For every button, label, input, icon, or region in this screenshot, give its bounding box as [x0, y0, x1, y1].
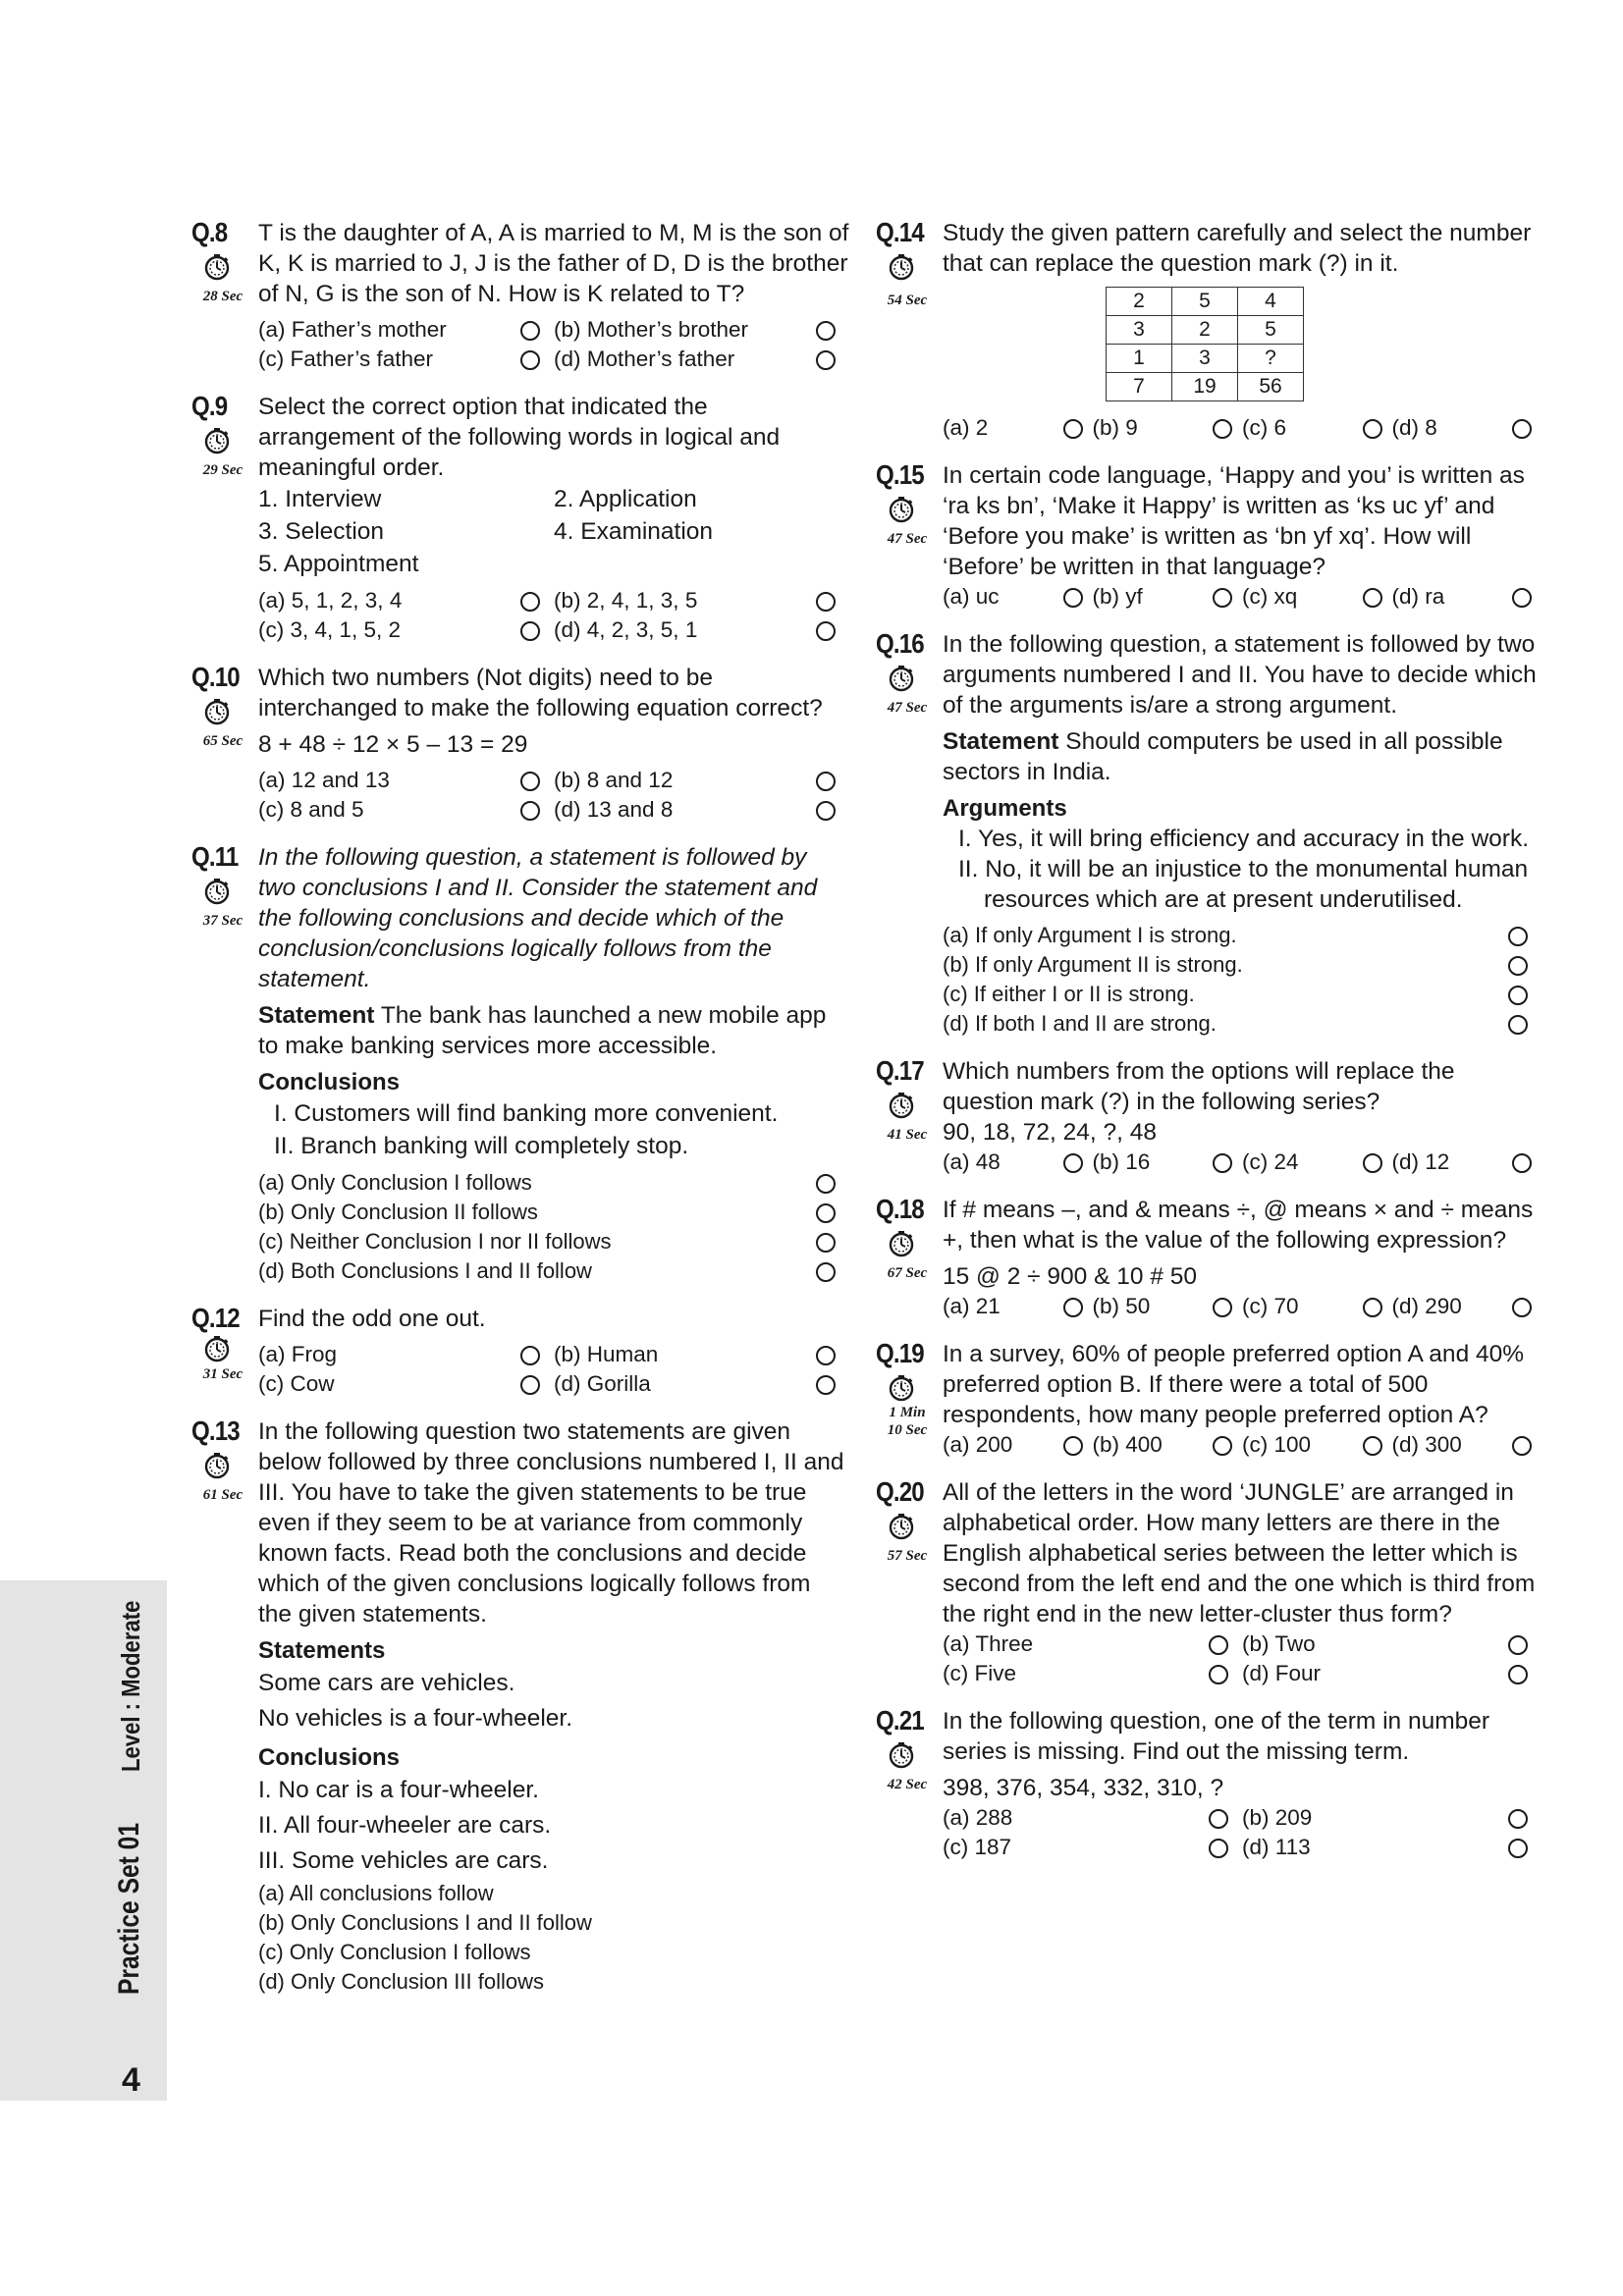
- option-a: (a) 2: [943, 415, 989, 440]
- option-a: (a) 5, 1, 2, 3, 4: [258, 588, 403, 613]
- answer-bubble-b[interactable]: [1213, 419, 1232, 439]
- answer-bubble-c[interactable]: [1363, 1153, 1382, 1173]
- right-column: [876, 218, 1542, 1880]
- conclusions-label: Conclusions: [258, 1069, 401, 1095]
- option-a: (a) uc: [943, 584, 1000, 609]
- answer-bubble-b[interactable]: [1213, 1436, 1232, 1456]
- options: [943, 1292, 1542, 1321]
- question-16: [876, 629, 1542, 1039]
- option-c: (c) 100: [1242, 1432, 1312, 1457]
- options: [943, 1148, 1542, 1177]
- time-label: 42 Sec: [887, 1777, 928, 1792]
- option-c: (c) 3, 4, 1, 5, 2: [258, 617, 402, 642]
- expression: 15 @ 2 ÷ 900 & 10 # 50: [943, 1263, 1197, 1290]
- option-a: (a) 21: [943, 1294, 1001, 1318]
- table-cell: 5: [1238, 316, 1304, 345]
- table-cell: 1: [1107, 345, 1172, 373]
- answer-bubble-c[interactable]: [520, 621, 540, 641]
- answer-bubble-a[interactable]: [1063, 419, 1083, 439]
- answer-bubble-a[interactable]: [1063, 588, 1083, 608]
- option-d: (d) Both Conclusions I and II follow: [258, 1258, 592, 1283]
- statement: [258, 1000, 849, 1061]
- question-text: If # means –, and & means ÷, @ means × and ÷ means +, then what is the value of the following expression?: [943, 1197, 1534, 1254]
- question-text: In the following question, a statement is followed by two conclusions I and II. Consider the statement and the following conclusions and decide which of the conclusion/conclusions logically follows from the statement.: [258, 844, 818, 992]
- option-a: (a) 48: [943, 1149, 1001, 1174]
- option-b: (b) Only Conclusions I and II follow: [258, 1910, 592, 1935]
- answer-bubble-b[interactable]: [816, 1346, 836, 1365]
- option-c: (c) 70: [1242, 1294, 1299, 1318]
- table-cell: 2: [1172, 316, 1238, 345]
- question-number: Q.19: [876, 1338, 924, 1368]
- time-label: 65 Sec: [202, 733, 243, 749]
- question-13: [191, 1416, 849, 1997]
- list-item: 4. Examination: [554, 518, 714, 545]
- answer-bubble-d[interactable]: [1508, 1015, 1528, 1035]
- page-number: 4: [122, 2061, 140, 2099]
- conclusions-list: [258, 1097, 849, 1162]
- option-c: (c) Cow: [258, 1371, 335, 1396]
- option-c: (c) If either I or II is strong.: [943, 982, 1195, 1006]
- option-b: (b) 50: [1092, 1294, 1151, 1318]
- list-item: III. Some vehicles are cars.: [258, 1847, 549, 1874]
- table-cell: 3: [1107, 316, 1172, 345]
- word-list: [258, 483, 849, 580]
- list-item: No vehicles is a four-wheeler.: [258, 1705, 573, 1732]
- stopwatch-icon: [203, 1335, 231, 1362]
- statement-label: Statement: [943, 728, 1059, 755]
- answer-bubble-d[interactable]: [1508, 1839, 1528, 1858]
- list-item: 5. Appointment: [258, 551, 419, 577]
- table-cell: 56: [1238, 373, 1304, 401]
- table-row: [1107, 345, 1304, 373]
- options: [258, 1879, 849, 1997]
- option-a: (a) Father’s mother: [258, 317, 447, 342]
- list-item: II. No, it will be an injustice to the monumental human resources which are at present underutilised.: [958, 856, 1529, 913]
- question-text: In certain code language, ‘Happy and you’ is written as ‘ra ks bn’, ‘Make it Happy’ is written as ‘ks uc yf’ and ‘Before you make’ is written as ‘bn yf xq’. How will ‘Before’ be written in that language?: [943, 462, 1525, 580]
- question-text: In the following question, a statement is followed by two arguments numbered I and II. You have to decide which of the arguments is/are a strong argument.: [943, 631, 1537, 719]
- answer-bubble-b[interactable]: [1213, 1298, 1232, 1317]
- question-text: Find the odd one out.: [258, 1306, 486, 1332]
- arguments-label: Arguments: [943, 795, 1067, 822]
- option-b: (b) Mother’s brother: [554, 317, 748, 342]
- practice-set-label: Practice Set 01: [113, 1822, 145, 1995]
- question-number: Q.11: [191, 841, 239, 872]
- number-series: 90, 18, 72, 24, ?, 48: [943, 1119, 1157, 1146]
- option-d: (d) 13 and 8: [554, 797, 674, 822]
- level-label: Level : Moderate: [116, 1600, 145, 1772]
- list-item: I. No car is a four-wheeler.: [258, 1777, 539, 1803]
- option-d: (d) If both I and II are strong.: [943, 1011, 1217, 1036]
- option-b: (b) Human: [554, 1342, 659, 1366]
- answer-bubble-b[interactable]: [816, 772, 836, 791]
- answer-bubble-d[interactable]: [1512, 588, 1532, 608]
- question-number: Q.9: [191, 391, 228, 421]
- option-c: (c) 24: [1242, 1149, 1299, 1174]
- number-series: 398, 376, 354, 332, 310, ?: [943, 1775, 1224, 1801]
- question-19: [876, 1339, 1542, 1460]
- question-11: [191, 842, 849, 1286]
- options: [258, 1340, 849, 1399]
- answer-bubble-c[interactable]: [1363, 419, 1382, 439]
- options: [943, 1803, 1542, 1862]
- time-label: 54 Sec: [887, 293, 928, 308]
- time-label: [876, 1404, 939, 1439]
- option-d: (d) Mother’s father: [554, 347, 735, 371]
- options: [258, 1168, 849, 1286]
- time-label: 37 Sec: [202, 913, 243, 929]
- answer-bubble-d[interactable]: [1512, 1436, 1532, 1456]
- answer-bubble-b[interactable]: [1213, 588, 1232, 608]
- answer-bubble-c[interactable]: [1508, 986, 1528, 1005]
- option-a: (a) Three: [943, 1631, 1034, 1656]
- question-text: Study the given pattern carefully and select the number that can replace the question mark (?) in it.: [943, 220, 1532, 277]
- number-pattern-table: [1106, 287, 1304, 401]
- answer-bubble-a[interactable]: [520, 592, 540, 612]
- option-d: (d) 12: [1391, 1149, 1450, 1174]
- options: [943, 921, 1542, 1039]
- options: [943, 413, 1542, 443]
- answer-bubble-b[interactable]: [1213, 1153, 1232, 1173]
- arguments-list: [943, 824, 1542, 915]
- option-b: (b) 400: [1092, 1432, 1163, 1457]
- answer-bubble-b[interactable]: [1508, 1635, 1528, 1655]
- option-a: (a) 12 and 13: [258, 768, 390, 792]
- answer-bubble-c[interactable]: [1363, 588, 1382, 608]
- option-b: (b) 2, 4, 1, 3, 5: [554, 588, 698, 613]
- option-d: (d) Only Conclusion III follows: [258, 1969, 544, 1994]
- stopwatch-icon: [888, 665, 915, 692]
- question-text: In a survey, 60% of people preferred option A and 40% preferred option B. If there were a total of 500 respondents, how many people preferred option A?: [943, 1341, 1525, 1428]
- options: [258, 766, 849, 825]
- statement: [943, 726, 1542, 787]
- option-b: (b) If only Argument II is strong.: [943, 952, 1243, 977]
- table-cell: 7: [1107, 373, 1172, 401]
- time-label: 31 Sec: [202, 1366, 243, 1382]
- question-text: Which two numbers (Not digits) need to be interchanged to make the following equation correct?: [258, 665, 823, 721]
- list-item: I. Customers will find banking more convenient.: [274, 1100, 779, 1127]
- answer-bubble-d[interactable]: [816, 801, 836, 821]
- stopwatch-icon: [888, 496, 915, 523]
- option-c: (c) 187: [943, 1835, 1012, 1859]
- option-b: (b) yf: [1092, 584, 1143, 609]
- option-a: (a) Only Conclusion I follows: [258, 1170, 532, 1195]
- time-label: 41 Sec: [887, 1127, 928, 1143]
- answer-bubble-a[interactable]: [1508, 927, 1528, 946]
- list-item: 3. Selection: [258, 518, 385, 545]
- answer-bubble-c[interactable]: [1209, 1839, 1228, 1858]
- question-number: Q.15: [876, 459, 924, 490]
- list-item: 2. Application: [554, 486, 697, 512]
- options: [258, 315, 849, 374]
- answer-bubble-d[interactable]: [1512, 1298, 1532, 1317]
- stopwatch-icon: [203, 878, 231, 905]
- option-a: (a) 288: [943, 1805, 1013, 1830]
- table-cell: 2: [1107, 288, 1172, 316]
- option-d: (d) ra: [1391, 584, 1445, 609]
- option-c: (c) Only Conclusion I follows: [258, 1940, 531, 1964]
- statements-list: [258, 1666, 849, 1736]
- option-b: (b) 8 and 12: [554, 768, 674, 792]
- answer-bubble-a[interactable]: [520, 772, 540, 791]
- answer-bubble-a[interactable]: [816, 1174, 836, 1194]
- option-a: (a) Frog: [258, 1342, 338, 1366]
- stopwatch-icon: [888, 1374, 915, 1402]
- option-d: (d) 4, 2, 3, 5, 1: [554, 617, 698, 642]
- conclusions-label: Conclusions: [258, 1744, 401, 1771]
- option-b: (b) 16: [1092, 1149, 1151, 1174]
- answer-bubble-d[interactable]: [1512, 1153, 1532, 1173]
- question-text: In the following question, one of the term in number series is missing. Find out the missing term.: [943, 1708, 1490, 1765]
- table-row: [1107, 316, 1304, 345]
- answer-bubble-c[interactable]: [816, 1233, 836, 1253]
- list-item: II. All four-wheeler are cars.: [258, 1812, 552, 1839]
- options: [258, 586, 849, 645]
- question-number: Q.17: [876, 1055, 924, 1086]
- question-text: Which numbers from the options will replace the question mark (?) in the following series?: [943, 1058, 1455, 1115]
- time-label: 47 Sec: [887, 700, 928, 716]
- time-label: 28 Sec: [202, 289, 243, 304]
- conclusions-list: [258, 1773, 849, 1879]
- table-cell: 3: [1172, 345, 1238, 373]
- option-a: (a) If only Argument I is strong.: [943, 923, 1237, 947]
- question-number: Q.10: [191, 662, 240, 692]
- answer-bubble-d[interactable]: [816, 350, 836, 370]
- option-b: (b) Two: [1242, 1631, 1316, 1656]
- stopwatch-icon: [888, 253, 915, 281]
- stopwatch-icon: [888, 1230, 915, 1257]
- question-17: [876, 1056, 1542, 1177]
- time-label: 57 Sec: [887, 1548, 928, 1564]
- table-cell: 5: [1172, 288, 1238, 316]
- table-cell: 19: [1172, 373, 1238, 401]
- question-text: Select the correct option that indicated the arrangement of the following words in logical and meaningful order.: [258, 394, 781, 481]
- answer-bubble-a[interactable]: [1063, 1298, 1083, 1317]
- table-row: [1107, 288, 1304, 316]
- question-10: [191, 663, 849, 825]
- time-label: 29 Sec: [202, 462, 243, 478]
- question-number: Q.16: [876, 628, 924, 659]
- question-number: Q.18: [876, 1194, 924, 1224]
- left-column: [191, 218, 849, 2014]
- stopwatch-icon: [203, 698, 231, 725]
- answer-bubble-a[interactable]: [520, 1346, 540, 1365]
- answer-bubble-c[interactable]: [1363, 1298, 1382, 1317]
- answer-bubble-b[interactable]: [1508, 1809, 1528, 1829]
- option-d: (d) 290: [1391, 1294, 1462, 1318]
- option-c: (c) 8 and 5: [258, 797, 364, 822]
- statement-text: The bank has launched a new mobile app to make banking services more accessible.: [258, 1002, 827, 1059]
- option-c: (c) 6: [1242, 415, 1286, 440]
- list-item: 1. Interview: [258, 486, 382, 512]
- answer-bubble-d[interactable]: [816, 1375, 836, 1395]
- option-a: (a) 200: [943, 1432, 1013, 1457]
- answer-bubble-d[interactable]: [1508, 1665, 1528, 1684]
- option-c: (c) Father’s father: [258, 347, 433, 371]
- answer-bubble-a[interactable]: [1209, 1809, 1228, 1829]
- list-item: I. Yes, it will bring efficiency and accuracy in the work.: [958, 826, 1530, 852]
- answer-bubble-d[interactable]: [1512, 419, 1532, 439]
- question-12: [191, 1304, 849, 1399]
- answer-bubble-d[interactable]: [816, 621, 836, 641]
- time-label: 47 Sec: [887, 531, 928, 547]
- answer-bubble-a[interactable]: [1063, 1153, 1083, 1173]
- list-item: Some cars are vehicles.: [258, 1670, 515, 1696]
- question-number: Q.8: [191, 217, 228, 247]
- question-14: [876, 218, 1542, 443]
- equation: 8 + 48 ÷ 12 × 5 – 13 = 29: [258, 731, 528, 758]
- option-d: (d) Four: [1242, 1661, 1322, 1685]
- option-a: (a) All conclusions follow: [258, 1881, 494, 1905]
- answer-bubble-a[interactable]: [1209, 1635, 1228, 1655]
- question-15: [876, 460, 1542, 612]
- question-20: [876, 1477, 1542, 1688]
- option-d: (d) 113: [1242, 1835, 1311, 1859]
- time-minutes: 1 Min: [889, 1405, 926, 1420]
- option-b: (b) Only Conclusion II follows: [258, 1200, 538, 1224]
- stopwatch-icon: [203, 427, 231, 454]
- statement-text: Should computers be used in all possible sectors in India.: [943, 728, 1503, 785]
- list-item: II. Branch banking will completely stop.: [274, 1133, 689, 1159]
- answer-bubble-c[interactable]: [1209, 1665, 1228, 1684]
- question-number: Q.12: [191, 1303, 240, 1333]
- option-d: (d) 300: [1391, 1432, 1462, 1457]
- answer-bubble-b[interactable]: [1508, 956, 1528, 976]
- answer-bubble-d[interactable]: [816, 1262, 836, 1282]
- option-b: (b) 9: [1092, 415, 1138, 440]
- option-c: (c) Five: [943, 1661, 1016, 1685]
- question-text: All of the letters in the word ‘JUNGLE’ are arranged in alphabetical order. How many letters are there in the English alphabetical series between the letter which is second from the left end and the one which is third from the right end in the new letter-cluster thus form?: [943, 1479, 1536, 1628]
- table-row: [1107, 373, 1304, 401]
- answer-bubble-b[interactable]: [816, 1203, 836, 1223]
- option-c: (c) Neither Conclusion I nor II follows: [258, 1229, 612, 1254]
- question-21: [876, 1706, 1542, 1862]
- question-number: Q.13: [191, 1415, 240, 1446]
- question-text: T is the daughter of A, A is married to M, M is the son of K, K is married to J, J is the father of D, D is the brother of N, G is the son of N. How is K related to T?: [258, 220, 849, 307]
- answer-bubble-b[interactable]: [816, 321, 836, 341]
- statements-label: Statements: [258, 1637, 386, 1664]
- answer-bubble-c[interactable]: [1363, 1436, 1382, 1456]
- question-number: Q.20: [876, 1476, 924, 1507]
- answer-bubble-c[interactable]: [520, 1375, 540, 1395]
- options: [943, 1430, 1542, 1460]
- stopwatch-icon: [203, 253, 231, 281]
- option-d: (d) Gorilla: [554, 1371, 651, 1396]
- question-text: In the following question two statements are given below followed by three conclusions numbered I, II and III. You have to take the given statements to be true even if they seem to be at variance from commonly known facts. Read both the conclusions and decide which of the given conclusions logically follows from the given statements.: [258, 1418, 844, 1628]
- option-d: (d) 8: [1391, 415, 1437, 440]
- table-cell: ?: [1238, 345, 1304, 373]
- question-8: [191, 218, 849, 374]
- answer-bubble-c[interactable]: [520, 801, 540, 821]
- answer-bubble-c[interactable]: [520, 350, 540, 370]
- stopwatch-icon: [888, 1092, 915, 1119]
- answer-bubble-b[interactable]: [816, 592, 836, 612]
- time-label: 67 Sec: [887, 1265, 928, 1281]
- option-c: (c) xq: [1242, 584, 1298, 609]
- table-cell: 4: [1238, 288, 1304, 316]
- stopwatch-icon: [888, 1741, 915, 1769]
- question-9: [191, 392, 849, 645]
- options: [943, 1629, 1542, 1688]
- answer-bubble-a[interactable]: [1063, 1436, 1083, 1456]
- time-seconds: 10 Sec: [887, 1422, 928, 1438]
- stopwatch-icon: [203, 1452, 231, 1479]
- question-number: Q.21: [876, 1705, 924, 1735]
- statement-label: Statement: [258, 1002, 375, 1029]
- stopwatch-icon: [888, 1513, 915, 1540]
- time-label: 61 Sec: [202, 1487, 243, 1503]
- options: [943, 582, 1542, 612]
- answer-bubble-a[interactable]: [520, 321, 540, 341]
- question-18: [876, 1195, 1542, 1321]
- option-b: (b) 209: [1242, 1805, 1313, 1830]
- question-number: Q.14: [876, 217, 924, 247]
